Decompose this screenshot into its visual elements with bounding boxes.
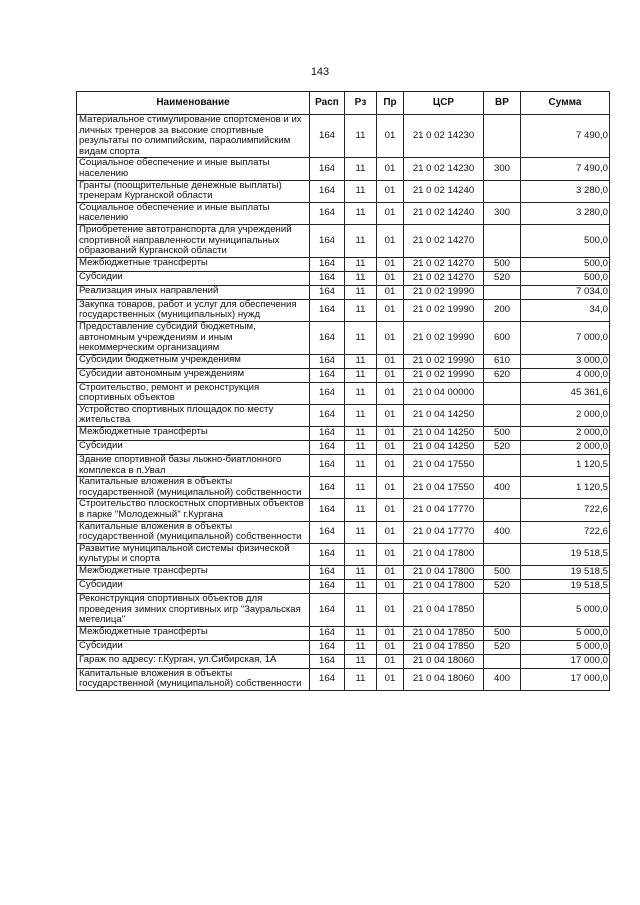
- cell-csr: 21 0 04 17800: [404, 580, 484, 594]
- table-row: [77, 499, 610, 521]
- table-row: [77, 580, 610, 594]
- cell-name: Капитальные вложения в объекты государственной (муниципальной) собственности: [77, 521, 310, 543]
- cell-rasp: 164: [310, 521, 345, 543]
- cell-pr: 01: [377, 180, 404, 202]
- cell-sum: 19 518,5: [521, 543, 610, 565]
- cell-rasp: 164: [310, 321, 345, 354]
- table-row: [77, 285, 610, 299]
- page-number: 143: [310, 66, 330, 78]
- cell-sum: 4 000,0: [521, 368, 610, 382]
- cell-pr: 01: [377, 594, 404, 627]
- cell-csr: 21 0 04 17770: [404, 521, 484, 543]
- cell-rz: 11: [345, 180, 377, 202]
- cell-sum: 3 280,0: [521, 202, 610, 224]
- cell-csr: 21 0 02 14230: [404, 115, 484, 158]
- cell-sum: 2 000,0: [521, 404, 610, 426]
- cell-rasp: 164: [310, 566, 345, 580]
- cell-pr: 01: [377, 158, 404, 180]
- table-row: [77, 654, 610, 668]
- cell-rz: 11: [345, 115, 377, 158]
- cell-sum: 7 490,0: [521, 158, 610, 180]
- cell-name: Приобретение автотранспорта для учреждений спортивной направленности муниципальных образований Курганской области: [77, 224, 310, 257]
- cell-rz: 11: [345, 427, 377, 441]
- table-row: [77, 404, 610, 426]
- cell-pr: 01: [377, 441, 404, 455]
- cell-sum: 722,6: [521, 521, 610, 543]
- cell-rz: 11: [345, 404, 377, 426]
- cell-rasp: 164: [310, 368, 345, 382]
- cell-rz: 11: [345, 566, 377, 580]
- cell-rasp: 164: [310, 299, 345, 321]
- cell-rz: 11: [345, 580, 377, 594]
- cell-rz: 11: [345, 158, 377, 180]
- cell-rasp: 164: [310, 543, 345, 565]
- cell-rasp: 164: [310, 477, 345, 499]
- cell-csr: 21 0 02 14270: [404, 224, 484, 257]
- table-row: [77, 271, 610, 285]
- cell-vr: 500: [484, 427, 521, 441]
- table-row: [77, 543, 610, 565]
- cell-csr: 21 0 04 14250: [404, 441, 484, 455]
- table-row: [77, 257, 610, 271]
- cell-sum: 5 000,0: [521, 626, 610, 640]
- cell-sum: 34,0: [521, 299, 610, 321]
- cell-name: Строительство плоскостных спортивных объектов в парке "Молодежный" г.Кургана: [77, 499, 310, 521]
- cell-name: Социальное обеспечение и иные выплаты населению: [77, 158, 310, 180]
- cell-csr: 21 0 04 14250: [404, 404, 484, 426]
- cell-rz: 11: [345, 543, 377, 565]
- cell-vr: [484, 499, 521, 521]
- cell-rz: 11: [345, 321, 377, 354]
- cell-rasp: 164: [310, 224, 345, 257]
- cell-rasp: 164: [310, 580, 345, 594]
- cell-csr: 21 0 04 17550: [404, 477, 484, 499]
- cell-rz: 11: [345, 285, 377, 299]
- cell-sum: 17 000,0: [521, 654, 610, 668]
- cell-sum: 500,0: [521, 257, 610, 271]
- cell-sum: 500,0: [521, 224, 610, 257]
- cell-name: Межбюджетные трансферты: [77, 257, 310, 271]
- cell-rasp: 164: [310, 257, 345, 271]
- cell-rz: 11: [345, 368, 377, 382]
- cell-name: Субсидии: [77, 640, 310, 654]
- cell-vr: 400: [484, 477, 521, 499]
- cell-rasp: 164: [310, 640, 345, 654]
- cell-vr: 500: [484, 257, 521, 271]
- cell-csr: 21 0 02 19990: [404, 354, 484, 368]
- cell-rz: 11: [345, 354, 377, 368]
- header-name: Наименование: [77, 92, 310, 115]
- cell-vr: 610: [484, 354, 521, 368]
- cell-rz: 11: [345, 477, 377, 499]
- table-row: [77, 521, 610, 543]
- cell-rasp: 164: [310, 115, 345, 158]
- cell-rasp: 164: [310, 271, 345, 285]
- cell-pr: 01: [377, 427, 404, 441]
- cell-sum: 3 000,0: [521, 354, 610, 368]
- cell-name: Капитальные вложения в объекты государственной (муниципальной) собственности: [77, 477, 310, 499]
- cell-vr: 300: [484, 158, 521, 180]
- table-row: [77, 115, 610, 158]
- cell-pr: 01: [377, 321, 404, 354]
- cell-pr: 01: [377, 626, 404, 640]
- table-row: [77, 477, 610, 499]
- cell-name: Развитие муниципальной системы физической культуры и спорта: [77, 543, 310, 565]
- cell-rasp: 164: [310, 354, 345, 368]
- cell-vr: [484, 224, 521, 257]
- cell-sum: 7 034,0: [521, 285, 610, 299]
- cell-name: Закупка товаров, работ и услуг для обеспечения государственных (муниципальных) нужд: [77, 299, 310, 321]
- cell-rasp: 164: [310, 404, 345, 426]
- cell-rasp: 164: [310, 626, 345, 640]
- cell-vr: [484, 382, 521, 404]
- cell-rasp: 164: [310, 499, 345, 521]
- cell-vr: 300: [484, 202, 521, 224]
- cell-csr: 21 0 02 14240: [404, 180, 484, 202]
- cell-vr: 400: [484, 521, 521, 543]
- cell-csr: 21 0 04 17550: [404, 455, 484, 477]
- cell-rz: 11: [345, 257, 377, 271]
- cell-vr: 520: [484, 271, 521, 285]
- cell-vr: [484, 455, 521, 477]
- cell-vr: [484, 180, 521, 202]
- cell-rz: 11: [345, 455, 377, 477]
- cell-sum: 5 000,0: [521, 640, 610, 654]
- cell-sum: 17 000,0: [521, 668, 610, 690]
- table-row: [77, 566, 610, 580]
- table-row: [77, 455, 610, 477]
- cell-name: Предоставление субсидий бюджетным, автономным учреждениям и иным некоммерческим организациям: [77, 321, 310, 354]
- cell-sum: 7 000,0: [521, 321, 610, 354]
- cell-sum: 5 000,0: [521, 594, 610, 627]
- cell-vr: 620: [484, 368, 521, 382]
- cell-rasp: 164: [310, 180, 345, 202]
- cell-name: Капитальные вложения в объекты государственной (муниципальной) собственности: [77, 668, 310, 690]
- table-header-row: [77, 92, 610, 115]
- header-pr: Пр: [377, 92, 404, 115]
- cell-name: Социальное обеспечение и иные выплаты населению: [77, 202, 310, 224]
- cell-name: Устройство спортивных площадок по месту жительства: [77, 404, 310, 426]
- table-row: [77, 299, 610, 321]
- cell-vr: 520: [484, 640, 521, 654]
- cell-vr: 500: [484, 566, 521, 580]
- cell-pr: 01: [377, 404, 404, 426]
- cell-vr: 500: [484, 626, 521, 640]
- cell-vr: 200: [484, 299, 521, 321]
- cell-rz: 11: [345, 640, 377, 654]
- cell-rz: 11: [345, 382, 377, 404]
- cell-pr: 01: [377, 285, 404, 299]
- cell-csr: 21 0 04 17850: [404, 626, 484, 640]
- cell-sum: 45 361,6: [521, 382, 610, 404]
- cell-name: Гараж по адресу: г.Курган, ул.Сибирская, 1А: [77, 654, 310, 668]
- cell-name: Гранты (поощрительные денежные выплаты) тренерам Курганской области: [77, 180, 310, 202]
- cell-pr: 01: [377, 455, 404, 477]
- cell-csr: 21 0 02 19990: [404, 368, 484, 382]
- table-row: [77, 640, 610, 654]
- cell-rasp: 164: [310, 441, 345, 455]
- cell-pr: 01: [377, 271, 404, 285]
- table-row: [77, 368, 610, 382]
- cell-sum: 500,0: [521, 271, 610, 285]
- table-row: [77, 180, 610, 202]
- cell-sum: 3 280,0: [521, 180, 610, 202]
- table-body: [77, 115, 610, 691]
- cell-rz: 11: [345, 202, 377, 224]
- table-row: [77, 321, 610, 354]
- cell-pr: 01: [377, 580, 404, 594]
- cell-rz: 11: [345, 441, 377, 455]
- cell-name: Реализация иных направлений: [77, 285, 310, 299]
- cell-csr: 21 0 02 14230: [404, 158, 484, 180]
- cell-vr: [484, 285, 521, 299]
- cell-rz: 11: [345, 654, 377, 668]
- cell-csr: 21 0 02 14270: [404, 257, 484, 271]
- cell-name: Межбюджетные трансферты: [77, 626, 310, 640]
- cell-vr: 520: [484, 580, 521, 594]
- cell-rz: 11: [345, 626, 377, 640]
- cell-vr: 400: [484, 668, 521, 690]
- cell-pr: 01: [377, 521, 404, 543]
- cell-name: Субсидии: [77, 441, 310, 455]
- cell-rz: 11: [345, 224, 377, 257]
- header-sum: Сумма: [521, 92, 610, 115]
- cell-pr: 01: [377, 477, 404, 499]
- cell-csr: 21 0 04 17770: [404, 499, 484, 521]
- cell-csr: 21 0 04 18060: [404, 654, 484, 668]
- cell-sum: 1 120,5: [521, 477, 610, 499]
- table-row: [77, 202, 610, 224]
- cell-csr: 21 0 04 17800: [404, 566, 484, 580]
- cell-rz: 11: [345, 271, 377, 285]
- header-rasp: Расп: [310, 92, 345, 115]
- cell-name: Субсидии бюджетным учреждениям: [77, 354, 310, 368]
- cell-pr: 01: [377, 566, 404, 580]
- cell-name: Субсидии: [77, 271, 310, 285]
- cell-vr: 600: [484, 321, 521, 354]
- cell-name: Субсидии автономным учреждениям: [77, 368, 310, 382]
- cell-vr: [484, 115, 521, 158]
- cell-sum: 2 000,0: [521, 441, 610, 455]
- cell-csr: 21 0 04 17850: [404, 640, 484, 654]
- table-row: [77, 354, 610, 368]
- cell-vr: 520: [484, 441, 521, 455]
- table-row: [77, 594, 610, 627]
- cell-csr: 21 0 04 18060: [404, 668, 484, 690]
- cell-pr: 01: [377, 224, 404, 257]
- cell-rasp: 164: [310, 202, 345, 224]
- cell-sum: 19 518,5: [521, 580, 610, 594]
- cell-pr: 01: [377, 654, 404, 668]
- cell-sum: 1 120,5: [521, 455, 610, 477]
- cell-rasp: 164: [310, 382, 345, 404]
- cell-sum: 722,6: [521, 499, 610, 521]
- header-rz: Рз: [345, 92, 377, 115]
- cell-vr: [484, 543, 521, 565]
- cell-name: Межбюджетные трансферты: [77, 566, 310, 580]
- cell-rasp: 164: [310, 285, 345, 299]
- cell-rasp: 164: [310, 158, 345, 180]
- table-row: [77, 158, 610, 180]
- table-row: [77, 626, 610, 640]
- cell-pr: 01: [377, 115, 404, 158]
- cell-pr: 01: [377, 543, 404, 565]
- cell-pr: 01: [377, 354, 404, 368]
- cell-rz: 11: [345, 594, 377, 627]
- cell-name: Межбюджетные трансферты: [77, 427, 310, 441]
- cell-pr: 01: [377, 499, 404, 521]
- cell-name: Здание спортивной базы лыжно-биатлонного комплекса в п.Увал: [77, 455, 310, 477]
- cell-pr: 01: [377, 299, 404, 321]
- cell-csr: 21 0 04 00000: [404, 382, 484, 404]
- cell-csr: 21 0 04 17800: [404, 543, 484, 565]
- cell-rasp: 164: [310, 455, 345, 477]
- cell-vr: [484, 404, 521, 426]
- cell-sum: 2 000,0: [521, 427, 610, 441]
- cell-rasp: 164: [310, 427, 345, 441]
- cell-csr: 21 0 02 14270: [404, 271, 484, 285]
- cell-name: Строительство, ремонт и реконструкция спортивных объектов: [77, 382, 310, 404]
- table-row: [77, 668, 610, 690]
- cell-rz: 11: [345, 299, 377, 321]
- cell-rz: 11: [345, 668, 377, 690]
- cell-name: Реконструкция спортивных объектов для проведения зимних спортивных игр "Зауральская метелица": [77, 594, 310, 627]
- cell-rasp: 164: [310, 594, 345, 627]
- cell-csr: 21 0 02 19990: [404, 321, 484, 354]
- cell-pr: 01: [377, 382, 404, 404]
- cell-pr: 01: [377, 257, 404, 271]
- cell-csr: 21 0 02 19990: [404, 285, 484, 299]
- cell-rasp: 164: [310, 654, 345, 668]
- cell-csr: 21 0 04 14250: [404, 427, 484, 441]
- cell-csr: 21 0 02 14240: [404, 202, 484, 224]
- cell-rasp: 164: [310, 668, 345, 690]
- table-row: [77, 427, 610, 441]
- header-vr: ВР: [484, 92, 521, 115]
- table-row: [77, 382, 610, 404]
- cell-pr: 01: [377, 202, 404, 224]
- cell-rz: 11: [345, 499, 377, 521]
- cell-rz: 11: [345, 521, 377, 543]
- cell-sum: 19 518,5: [521, 566, 610, 580]
- table-row: [77, 441, 610, 455]
- cell-pr: 01: [377, 640, 404, 654]
- header-csr: ЦСР: [404, 92, 484, 115]
- cell-sum: 7 490,0: [521, 115, 610, 158]
- cell-pr: 01: [377, 668, 404, 690]
- cell-csr: 21 0 04 17850: [404, 594, 484, 627]
- budget-table: [76, 91, 610, 691]
- cell-name: Субсидии: [77, 580, 310, 594]
- cell-vr: [484, 654, 521, 668]
- cell-name: Материальное стимулирование спортсменов и их личных тренеров за высокие спортивные результаты по олимпийским, параолимпийским видам спорта: [77, 115, 310, 158]
- cell-pr: 01: [377, 368, 404, 382]
- cell-vr: [484, 594, 521, 627]
- table-row: [77, 224, 610, 257]
- cell-csr: 21 0 02 19990: [404, 299, 484, 321]
